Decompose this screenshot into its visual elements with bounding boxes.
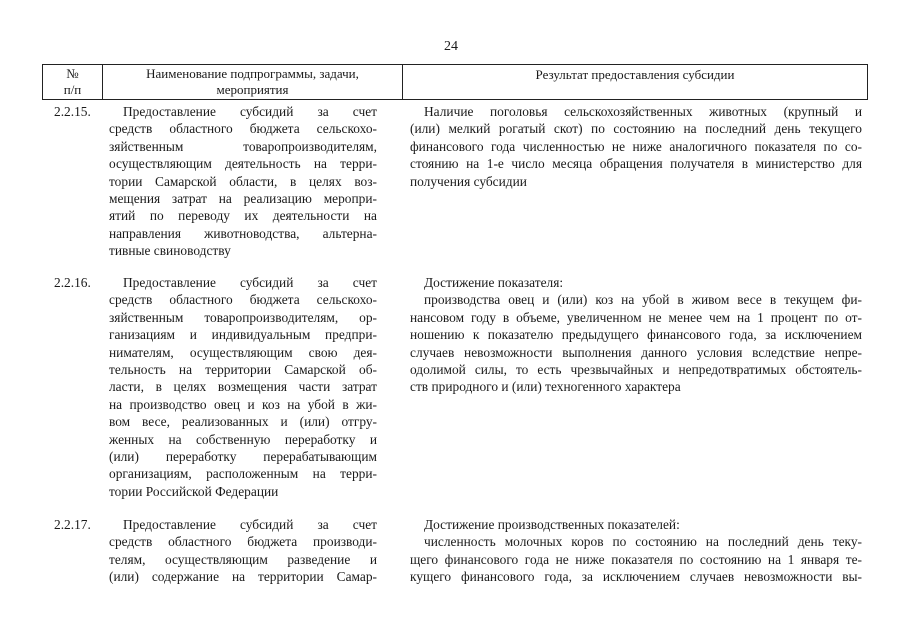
row-result-line: финансового года численностью не ниже аналогичного показателя по со- — [410, 138, 862, 154]
row-result-line: щего финансового года не ниже показателя по состоянию на 1 января те- — [410, 551, 862, 567]
row-result-line: численность молочных коров по состоянию на последний день теку- — [424, 534, 862, 550]
row-result — [410, 516, 862, 586]
row-name-line: тории Российской Федерации — [109, 483, 279, 499]
row-result-line: Наличие поголовья сельскохозяйственных животных (крупный и — [424, 104, 862, 119]
row-result-line: Достижение показателя: — [424, 275, 564, 290]
row-result-line: производства овец и (или) коз на убой в живом весе в текущем фи- — [424, 292, 862, 308]
row-number: 2.2.16. — [54, 275, 91, 290]
row-result-line: одолимой силы, то есть чрезвычайных и непредотвратимых обстоятель- — [410, 362, 862, 378]
row-name-line: вом весе, реализованных и (или) отгру- — [109, 414, 377, 430]
table-header — [42, 64, 868, 100]
row-name-line: тельность на территории Самарской об- — [109, 362, 377, 378]
row-name — [109, 516, 377, 586]
row-name-line: Предоставление субсидий за счет — [123, 104, 377, 119]
row-name-line: тории Самарской области, в целях воз- — [109, 173, 377, 189]
row-result-line: стоянию на 1-е число месяца обращения получателя в министерство для — [410, 156, 862, 172]
row-name-line: женных на собственную переработку и — [109, 431, 377, 447]
row-result-line: получения субсидии — [410, 173, 527, 189]
row-result-line: Достижение производственных показателей: — [424, 517, 680, 532]
row-name-line: нимателям, осуществляющим свою дея- — [109, 344, 377, 360]
row-name-line: ятий по переводу их деятельности на — [109, 208, 377, 224]
row-name-line: телям, осуществляющим разведение и — [109, 551, 377, 567]
header-col-number-line2: п/п — [63, 82, 82, 97]
page-number: 24 — [444, 39, 458, 54]
header-col-name-line1: Наименование подпрограммы, задачи, — [146, 66, 359, 81]
header-col-result-label: Результат предоставления субсидии — [535, 67, 735, 82]
row-name-line: осуществляющим деятельность на терри- — [109, 156, 377, 172]
row-name-line: ласти, в целях возмещения части затрат — [109, 379, 377, 395]
row-result-line: (или) мелкий рогатый скот) по состоянию на последний день текущего — [410, 121, 862, 137]
row-result-line: ношению к показателю предыдущего финансового года, за исключением — [410, 327, 862, 343]
header-col-number-line1: № — [66, 66, 79, 81]
row-result-line: ств природного и (или) техногенного характера — [410, 379, 681, 395]
row-name-line: организациям, расположенным на терри- — [109, 466, 377, 482]
row-name-line: направления животноводства, альтерна- — [109, 225, 377, 241]
row-name-line: тивные свиноводству — [109, 243, 231, 259]
row-result-line: случаев невозможности выполнения данного условия вследствие непре- — [410, 344, 862, 360]
row-result — [410, 274, 862, 396]
row-name — [109, 274, 377, 500]
row-name-line: Предоставление субсидий за счет — [123, 517, 377, 532]
header-col-number — [43, 65, 103, 99]
row-number: 2.2.17. — [54, 517, 91, 532]
row-name-line: (или) содержание на территории Самар- — [109, 569, 377, 585]
row-name-line: зяйственным товаропроизводителям, ор- — [109, 309, 377, 325]
row-name-line: средств областного бюджета сельскохо- — [109, 292, 377, 308]
row-result-line: кущего финансового года, за исключением случаев невозможности вы- — [410, 569, 862, 585]
row-name-line: средств областного бюджета сельскохо- — [109, 121, 377, 137]
row-name-line: (или) переработку перерабатывающим — [109, 449, 377, 465]
row-result-line: нансовом году в объеме, увеличенном не менее чем на 1 процент по от- — [410, 309, 862, 325]
header-col-name-line2: мероприятия — [216, 82, 289, 97]
row-name-line: зяйственным товаропроизводителям, — [109, 138, 377, 154]
row-name-line: мещения затрат на реализацию меропри- — [109, 191, 377, 207]
row-number: 2.2.15. — [54, 104, 91, 119]
row-name-line: Предоставление субсидий за счет — [123, 275, 377, 290]
row-name-line: средств областного бюджета производи- — [109, 534, 377, 550]
header-col-result — [403, 65, 867, 99]
row-name — [109, 103, 377, 260]
row-result — [410, 103, 862, 190]
header-col-name — [103, 65, 403, 99]
row-name-line: ганизациям и индивидуальным предпри- — [109, 327, 377, 343]
row-name-line: на производство овец и коз на убой в жи- — [109, 396, 377, 412]
